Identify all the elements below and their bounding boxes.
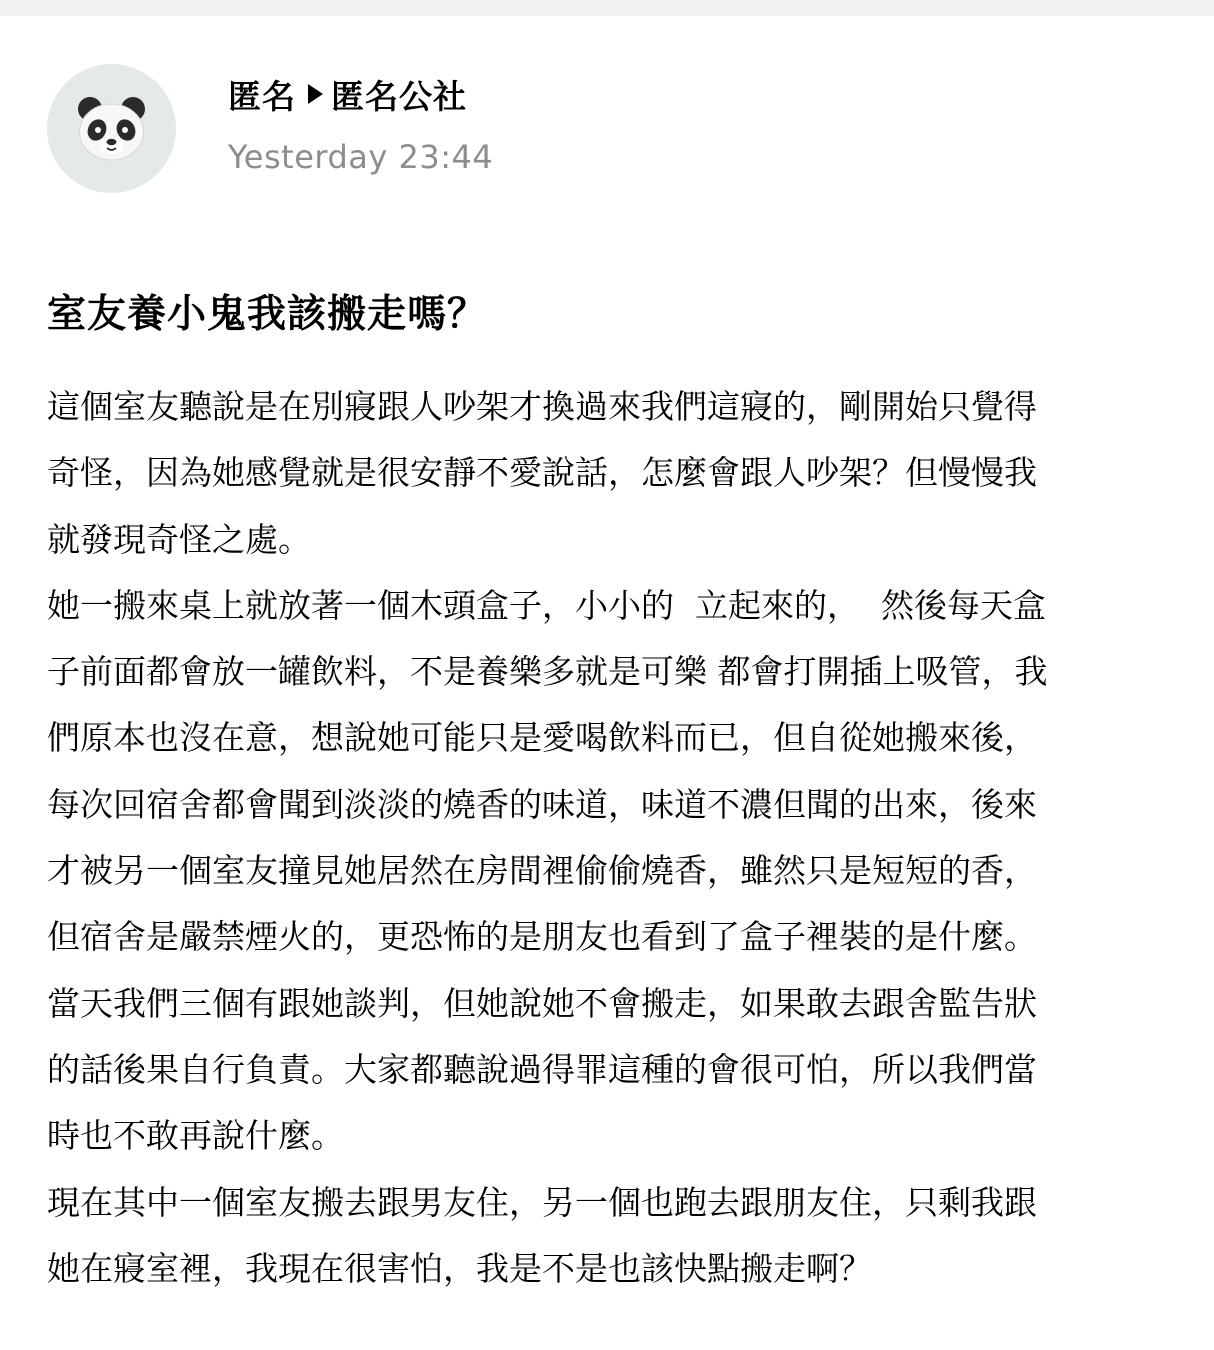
body-line: 每次回宿舍都會聞到淡淡的燒香的味道，味道不濃但聞的出來，後來 [47, 784, 1037, 824]
play-arrow-icon [308, 84, 323, 104]
body-line: 但宿舍是嚴禁煙火的，更恐怖的是朋友也看到了盒子裡裝的是什麼。 [47, 917, 1037, 957]
body-line: 當天我們三個有跟她談判，但她說她不會搬走，如果敢去跟舍監告狀 [47, 983, 1037, 1023]
body-line: 們原本也沒在意，想說她可能只是愛喝飲料而已，但自從她搬來後， [47, 718, 1037, 758]
body-line: 她一搬來桌上就放著一個木頭盒子，小小的 立起來的， 然後每天盒 [47, 585, 1046, 625]
top-strip [0, 0, 1214, 16]
post-timestamp: Yesterday 23:44 [228, 138, 494, 176]
post-body [47, 374, 1172, 1302]
body-line: 的話後果自行負責。大家都聽說過得罪這種的會很可怕，所以我們當 [47, 1049, 1037, 1089]
avatar[interactable] [47, 64, 176, 193]
body-line: 時也不敢再說什麼。 [47, 1116, 344, 1156]
author-name: 匿名 [228, 76, 296, 116]
board-name: 匿名公社 [331, 76, 467, 116]
panda-face-icon [47, 64, 176, 193]
body-line: 現在其中一個室友搬去跟男友住，另一個也跑去跟朋友住，只剩我跟 [47, 1182, 1037, 1222]
body-line: 子前面都會放一罐飲料，不是養樂多就是可樂 都會打開插上吸管，我 [47, 652, 1048, 692]
body-line: 就發現奇怪之處。 [47, 519, 311, 559]
body-line: 這個室友聽說是在別寢跟人吵架才換過來我們這寢的，剛開始只覺得 [47, 387, 1037, 426]
body-line: 她在寢室裡，我現在很害怕，我是不是也該快點搬走啊？ [47, 1248, 872, 1288]
post-title: 室友養小鬼我該搬走嗎？ [47, 292, 488, 337]
body-line: 奇怪，因為她感覺就是很安靜不愛說話，怎麼會跟人吵架？但慢慢我 [47, 453, 1037, 493]
author-board-link[interactable] [228, 72, 467, 116]
body-line: 才被另一個室友撞見她居然在房間裡偷偷燒香，雖然只是短短的香， [47, 851, 1037, 891]
